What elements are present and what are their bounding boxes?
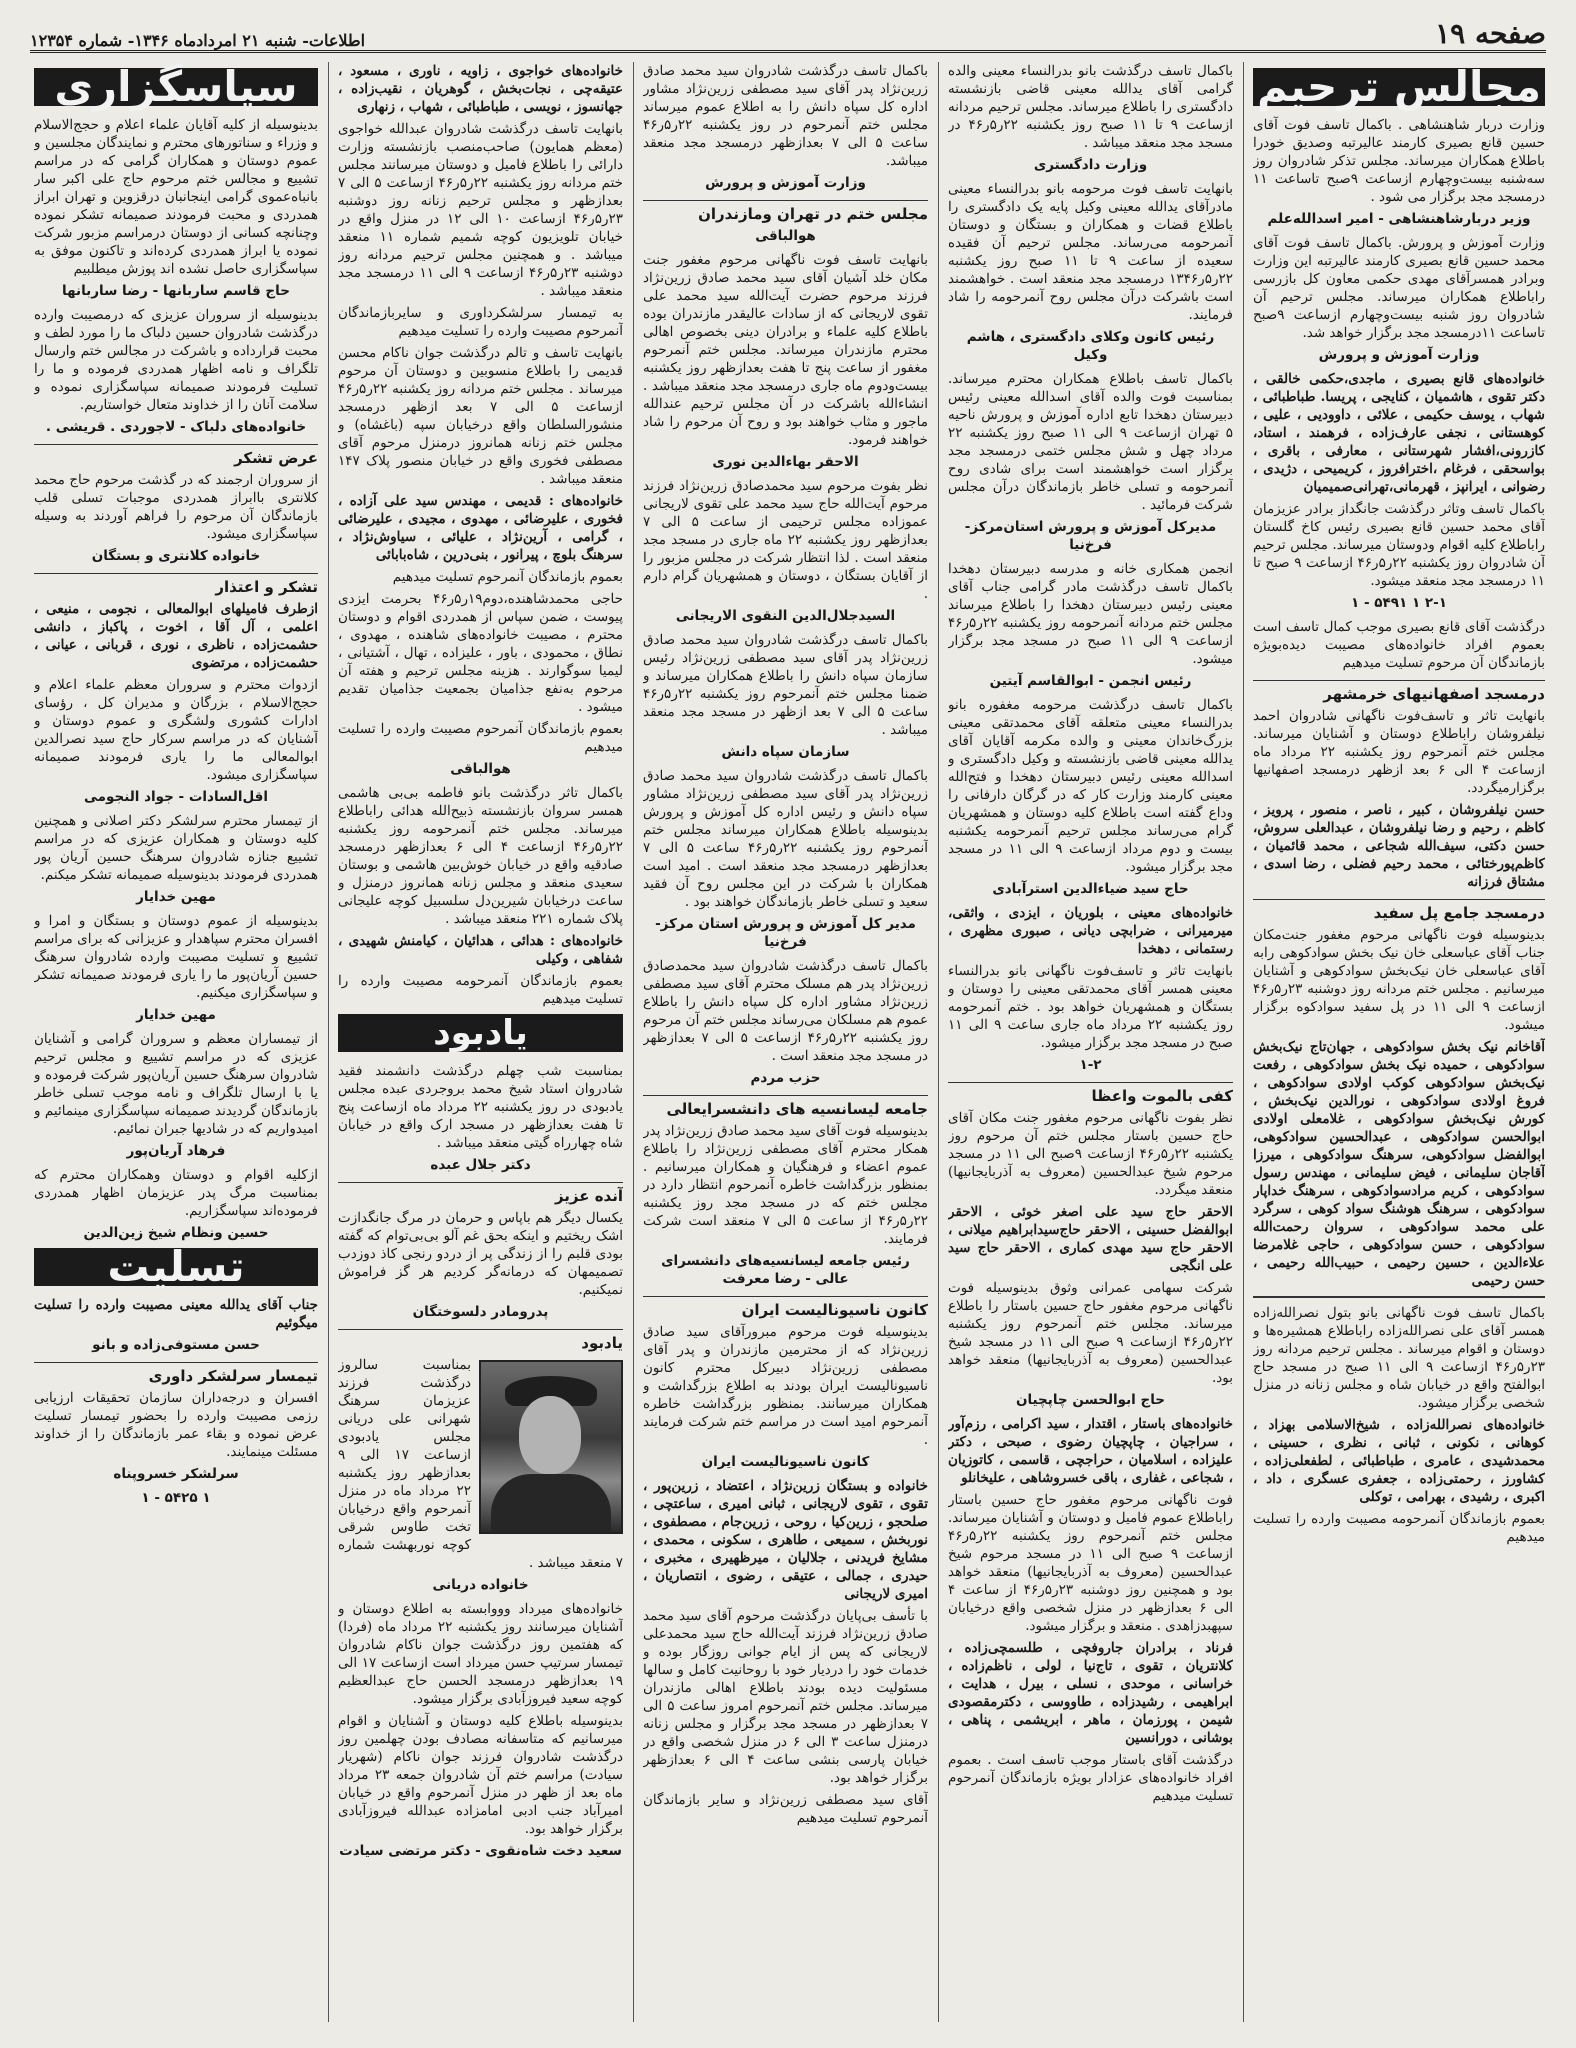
notice-text: بانهایت تاسف فوت مرحومه بانو بدرالنساء معینی مادرآقای یدالله معینی وکیل پایه یک دادگستری را باطلاع قضات و همکاران و بستگان و دوستان آنمرحومه می‌رساند. مجلس ترحیم آن فقیده سعیده از ساعت ۹ تا ۱۱ صبح روز یکشنبه ۲۲ر۵ر۱۳۴۶ درمسجد مجد منعقد است . خواهشمند است باشرکت درآن مجلس روح آنمرحومه را شاد فرمایند.: [948, 181, 1233, 323]
section-title: کانون ناسیونالیست ایران: [643, 1296, 928, 1319]
notice-text: بدینوسیله از عموم دوستان و بستگان و امرا و افسران محترم سپاهدار و عزیزانی که برای مراسم تشییع و تسلیت مصیبت وارده شادروان سرهنگ حسین آریان‌پور ما را یاری فرمودند صمیمانه تشکر و سپاسگزاری میکنیم.: [34, 913, 318, 1001]
notice-text: بانهایت تاسف و تالم درگذشت جوان ناکام محسن قدیمی را باطلاع منسوبین و دوستان آن مرحوم میرساند . مجلس ختم مردانه روز یکشنبه ۲۲ر۵ر۴۶ ازساعت ۵ الی ۷ بعد ازظهر درمسجد منشورالسلطان واقع درخیابان سپه (باغشاه) و مجلس ختم زنانه همانروز درمنزل مرحوم آقای مصطفی فخوری واقع در خیابان منصور پلاک ۱۴۷ منعقد میباشد .: [338, 345, 623, 487]
family-list: خانواده‌های خواجوی ، زاویه ، ناوری ، مسعود ، عتیقه‌چی ، نجات‌بخش ، گوهریان ، نقیب‌زاده ، جهانسوز ، نویسی ، طباطبائی ، شهاب ، زنهاری: [338, 63, 623, 115]
section-title: آنده عزیز: [338, 1182, 623, 1205]
signature: حاج ابوالحسن چاپچیان: [1015, 1392, 1166, 1408]
notice-text: بعموم بازماندگان آنمرحوم مصیبت وارده را تسلیت میدهیم: [338, 721, 623, 755]
notice-text: ازکلیه اقوام و دوستان وهمکاران محترم که بمناسبت مرگ پدر عزیزمان اظهار همدردی فرموده‌اند سپاسگزاریم.: [34, 1167, 318, 1219]
issue-info: اطلاعات- شنبه ۲۱ امردادماه ۱۳۴۶- شماره ۱۲۳۵۴: [30, 31, 366, 50]
section-banner-thanks: سپاسگزاری: [34, 68, 318, 106]
column-obituaries-4: [338, 62, 623, 2022]
signature: حاج قاسم ساربانها - رضا ساربانها: [62, 283, 290, 299]
column-divider: [1243, 62, 1244, 2022]
notice-text: بانهایت تاسف فوت ناگهانی مرحوم مغفور جنت مکان خلد آشیان آقای سید محمد صادق زرین‌نژاد فرزند مرحوم حضرت آیت‌الله سید محمد علی تقوی لاریجانی که از سادات عالیقدر مازندران بوده باطلاع کلیه علماء و برادران دینی بخصوص اهالی محترم مازندران میرساند. مجلس ختم آنمرحوم مغفور از ساعت پنج تا هفت بعدازظهر روز یکشنبه بیست‌ودوم ماه جاری درمسجد مجد منعقد میباشد . انشاءالله باشرکت در آن مجلس ترحیم عندالله ماجور و مثاب خواهند بود و روح آن مرحوم را شاد خواهند فرمود.: [643, 252, 928, 448]
section-title: مجلس ختم در تهران ومازندران: [643, 200, 928, 223]
signature: خانواده کلانتری و بستگان: [91, 548, 261, 564]
section-banner-mourning: مجالس ترحیم: [1253, 68, 1545, 106]
notice-text: از تیمسار محترم سرلشکر دکتر اصلانی و همچنین کلیه دوستان و همکاران عزیزی که در مراسم تشییع جنازه شادروان سرهنگ حسین آریان پور همدردی فرمودند بدینوسیله صمیمانه تشکر میکنم.: [34, 813, 318, 883]
signature: مدیر کل آموزش و پرورش استان مرکز- فرخ‌نیا: [655, 916, 916, 950]
signature: خانواده دریانی: [432, 1577, 529, 1593]
section-title: یادبود: [338, 1329, 623, 1352]
signature: اقل‌السادات - جواد النجومی: [83, 789, 268, 805]
signature: سعید دخت شاه‌نقوی - دکتر مرتضی سیادت: [339, 1843, 622, 1859]
notice-text: افسران و درجه‌داران سازمان تحقیقات ارزیابی رزمی مصیبت وارده را بحضور تیمسار تسلیت عرض نموده و بقاء عمر بازماندگان را از خداوند مسئلت مینمایند.: [34, 1390, 318, 1460]
portrait-photo: [479, 1360, 623, 1534]
signature: خانواده‌های دلباک - لاجوردی . قریشی .: [45, 419, 307, 435]
family-list: ازطرف فامیلهای ابوالمعالی ، نجومی ، منیعی ، اعلمی ، آل آقا ، اخوت ، پاکباز ، دانشی حشمت‌زاده ، ناظری ، نوری ، قربانی ، عیانی ، حشمت‌زاده ، مرتضوی: [34, 601, 318, 671]
notice-text: بدینوسیله فوت ناگهانی مرحوم مغفور جنت‌مکان جناب آقای عباسعلی خان نیک بخش سوادکوهی رابه آقای عباسعلی خان نیک‌بخش سوادکوهی و آشنایان میرسانیم . مجلس ختم مردانه روز دوشنبه ۲۳ر۵ر۴۶ ازساعت ۹ الی ۱۱ در پل سفید سوادکوه برگزار میشود.: [1253, 927, 1545, 1033]
column-obituaries-3: [643, 62, 928, 2022]
signature: پدرومادر دلسوختگان: [412, 1304, 549, 1320]
signature: وزارت دادگستری: [1033, 157, 1148, 173]
signature: السیدجلال‌الدین النقوی الاریجانی: [675, 608, 896, 624]
notice-text: فوت ناگهانی مرحوم مغفور حاج حسین باستار راباطلاع عموم فامیل و دوستان و آشنایان میرساند. مجلس ختم آنمرحوم روز یکشنبه ۲۲ر۵ر۴۶ ازساعت ۹ صبح الی ۱۱ در مسجد مرحوم شیخ عبدالحسین (معروف به آذربایجانیها) منعقد خواهد بود و همچنین روز دوشنبه ۲۳ر۵ر۴۶ از ساعت ۴ الی ۶ بعدازظهر در منزل شخصی واقع درخیابان سپهبدزاهدی . منعقد و برگزار میشود.: [948, 1492, 1233, 1634]
section-banner-memorial: یادبود: [338, 1014, 623, 1052]
notice-text: بدینوسیله فوت مرحوم مبرورآقای سید صادق زرین‌نژاد که از محترمین مازندران و پدر آقای مصطفی زرین‌نژاد دبیرکل محترم کانون ناسیونالیست ایران بودند به اطلاع بزرگداشت و همکاران میرسانند. بمنظور بزرگداشت خاطره آنمرحوم امید است در مراسم ختم شرکت فرمایند .: [643, 1324, 928, 1448]
signature: مدیرکل آموزش و پرورش استان‌مرکز- فرخ‌نیا: [964, 519, 1217, 553]
notice-text: خانواده‌های میرداد وووابسته به اطلاع دوستان و آشنایان میرسانند روز یکشنبه ۲۲ مرداد ماه (فردا) که هفتمین روز درگذشت جوان ناکام شادروان تیمسار سرتیپ حسن میرداد است ازساعت ۱۷ الی ۱۹ بعدازظهر درمسجد الحسن حاج عبدالعظیم کوچه سعید فیروزآبادی برگزار میشود.: [338, 1601, 623, 1707]
signature: فرهاد آریان‌پور: [126, 1143, 226, 1159]
column-obituaries-2: [948, 62, 1233, 2022]
signature: حزب مردم: [750, 1070, 821, 1086]
notice-text: باکمال تاسف درگذشت شادروان سید محمدصادق زرین‌نژاد پدر هم مسلک محترم آقای سید مصطفی زرین‌نژاد مشاور اداره کل سپاه دانش را باطلاع عموم هم مسلکان می‌رساند مجلس ختم آن مرحوم روز یکشنبه ۲۲ر۵ر۴۶ ازساعت ۵ الی ۷ بعدازظهر در مسجد مجد منعقد است .: [643, 958, 928, 1064]
section-title: تشکر و اعتذار: [34, 573, 318, 596]
notice-text: با تأسف بی‌پایان درگذشت مرحوم آقای سید محمد صادق زرین‌نژاد فرزند آیت‌الله حاج سید محمدعلی لاریجانی که پس از ایام جوانی روزگار بوده و خدمات خود را دردیار خود با روحانیت کامل و سالها مسئولیت دیده بودند باطلاع اهالی مازندران میرساند. مجلس ختم آنمرحوم امروز ساعت ۵ الی ۷ بعدازظهر در مسجد مجد برگزار و مجلس زنانه درمنزل ساعت ۳ الی ۶ در منزل شخصی واقع در خیابان پارسی بنشی ساعت ۴ الی ۶ بعدازظهر برگزار خواهد بود.: [643, 1608, 928, 1786]
notice-text: بانهایت تاثر و تاسف‌فوت ناگهانی بانو بدرالنساء معینی همسر آقای محمدتقی معینی را دوستان و بستگان و همشهریان خواهد بود . ختم آنمرحومه روز یکشنبه ۲۲ مرداد ماه جاری ساعت ۹ الی ۱۱ صبح در مسجد مجد برگزار میشود.: [948, 963, 1233, 1051]
invocation: هوالباقی: [755, 228, 816, 244]
signature: الاحقر بهاءالدین نوری: [712, 454, 859, 470]
photo-coat-shape: [491, 1474, 611, 1532]
column-divider: [633, 62, 634, 2022]
family-list: خانواده‌های : قدیمی ، مهندس سید علی آزاده ، فخوری ، علیرضائی ، مهدوی ، مجیدی ، علیرضائی ، گرامی ، آرین‌نژاد ، علیائی ، سیاوش‌نژاد ، سرهنگ بلوچ ، پیرانور ، بنی‌درین ، شاه‌بابائی: [338, 493, 623, 563]
signature: سازمان سپاه دانش: [721, 744, 850, 760]
notice-text: آقای سید مصطفی زرین‌نژاد و سایر بازماندگان آنمرحوم تسلیت میدهیم: [643, 1792, 928, 1826]
notice-text: حاجی محمدشاهنده،دوم‌۱۹ر۵ر۴۶ بحرمت ایزدی پیوست ، ضمن سپاس از همدردی اقوام و دوستان محترم ، مصیبت خانواده‌های شاهنده ، مهدوی ، نطاق ، محمودی ، باور ، علیزاده ، تهال ، آشتیانی ، لیمیا سوگوارند . هزینه مجلس ترحیم و هفته آن مرحوم به‌نفع جذامیان بجمعیت جذامیان تقدیم میشود .: [338, 591, 623, 715]
signature: وزارت آموزش و پرورش: [1318, 347, 1480, 363]
divider: [1253, 1296, 1545, 1298]
column-divider: [938, 62, 939, 2022]
section-title: درمسجد جامع پل سفید: [1253, 899, 1545, 922]
section-title: عرض تشکر: [34, 444, 318, 467]
signature: کانون ناسیونالیست ایران: [701, 1454, 870, 1470]
notice-text: بعموم بازماندگان آنمرحومه مصیبت وارده را تسلیت میدهیم: [1253, 1511, 1545, 1545]
notice-text: باکمال تاسف درگذشت شادروان سید محمد صادق زرین‌نژاد پدر آقای سید مصطفی زرین‌نژاد مشاور سپاه دانش و رئیس اداره کل آموزش و پرورش بدینوسیله باطلاع همکاران میرساند مجلس ختم آنمرحوم روز یکشنبه ۲۲ر۵ر۴۶ ساعت ۵ الی ۷ بعدازظهر درمسجد مجد منعقد است . امید است همکاران با شرکت در این مجلس روح آن فقید سعید و تسلی خاطر بازماندگان خواهند بود .: [643, 768, 928, 910]
notice-text: باکمال تاسف باطلاع همکاران محترم میرساند. بمناسبت فوت والده آقای اسدالله معینی رئیس دبیرستان دهخدا تابع اداره آموزش و پرورش ناحیه ۵ تهران ازساعت ۹ الی ۱۱ صبح روز یکشنبه ۲۲ مرداد چهل و شش مجلس ختمی درمسجد مجد برگزار است خواهشمند است برای شادی روح آنمرحومه و تسلی خاطر بازماندگان درآن مجلس شرکت فرمائید .: [948, 371, 1233, 513]
notice-text: بدینوسیله فوت آقای سید محمد صادق زرین‌نژاد پدر همکار محترم آقای مصطفی زرین‌نژاد را باطلاع عموم اعضاء و فرهنگیان و همکاران میرسانیم . بمنظور بزرگداشت خاطره آنمرحوم انتظار دارد در مجلس ختم که در مسجد مجد روز یکشنبه ۲۲ر۵ر۴۶ از ساعت ۵ الی ۷ منعقد است شرکت فرمایند.: [643, 1123, 928, 1247]
section-banner-condolence: تسلیت: [34, 1248, 318, 1286]
signature: رئیس انجمن - ابوالقاسم آیتین: [989, 673, 1192, 689]
notice-text: باکمال تاسف درگذشت مرحومه مغفوره بانو بدرالنساء معینی متعلقه آقای محمدتقی معینی بزرگ‌خاندان معینی و والده مکرمه آقایان آقای یدالله معینی قاضی بازنشسته و وکیل دادگستری و اسدالله معینی رئیس دبیرستان دهخدا و فتح‌الله معینی کارمند وزارت کار که در گرگان دارفانی را وداع گفته است باطلاع کلیه دوستان و همشهریان گرام می‌رساند مجلس ترحیم آنمرحومه یکشنبه بیست و دوم مرداد ازساعت ۹ الی ۱۱ در مسجد مجد برگزار میشود.: [948, 697, 1233, 875]
column-thanks: [34, 62, 318, 2022]
notice-text: بدینوسیله از سروران عزیزی که درمصیبت وارده درگذشت شادروان حسین دلباک ما را مورد لطف و محبت قرارداده و باشرکت در مجالس ختم وارسال تلگراف و نامه اظهار همدردی فرموده و ما را تسلیت فرمودند صمیمانه سپاسگزاری نموده و سلامت آنان را از خداوند متعال خواستاریم.: [34, 307, 318, 413]
notice-text: یکسال دیگر هم باپاس و حرمان در مرگ جانگدازت اشک ریختیم و اینکه بحق غم آلو بی‌بی‌توام که گفته بودی قلبم را از زندگی پر از دردو رنجی کاذ دوزدب تصمیمهان که درمانه‌گر کردیم هر گز فراموش نمیکنیم.: [338, 1210, 623, 1298]
reference-number: ۱-۲: [1079, 1057, 1102, 1073]
column-divider: [328, 62, 329, 2022]
newspaper-header: [30, 14, 1546, 53]
signature: حسن مستوفی‌زاده و بانو: [92, 1337, 260, 1353]
notice-text: باکمال تاثر درگذشت بانو فاطمه بی‌بی هاشمی همسر سروان بازنشسته ذبیح‌الله هدائی راباطلاع میرساند. مجلس ختم آنمرحومه روز یکشنبه ۲۲ر۵ر۴۶ ازساعت ۴ الی ۶ بعدازظهر درمسجد صادقیه واقع در خیابان خوش‌بین هاشمی و بوستان سعیدی منعقد و مجلس زنانه همانروز درمنزل و ساعت درخیابان شیرین‌دل سلسبیل کوچه علیجانی پلاک شماره ۲۲۱ منعقد میباشد .: [338, 785, 623, 927]
photo-face-shape: [519, 1396, 581, 1474]
notice-text: نظر بفوت ناگهانی مرحوم مغفور جنت مکان آقای حاج حسین باستار مجلس ختم آن مرحوم روز یکشنبه ۲۲ر۵ر۴۶ ازساعت ۹صبح الی ۱۱ در مسجد مرحوم شیخ عبدالحسین (معروف به آذربایجانیها) منعقد میگردد.: [948, 1110, 1233, 1198]
notice-text: درگذشت آقای باستار موجب تاسف است . بعموم افراد خانواده‌های عزادار بویژه بازماندگان آنمرحوم تسلیت میدهیم: [948, 1752, 1233, 1804]
page-number: صفحه ۱۹: [1435, 17, 1546, 50]
notice-text: بعموم بازماندگان آنمرحوم تسلیت میدهیم: [392, 569, 623, 585]
notice-text: نظر بفوت مرحوم سید محمدصادق زرین‌نژاد فرزند مرحوم آیت‌الله حاج سید محمد علی تقوی لاریجانی عموزاده مجلس ترحیمی از ساعت ۵ الی ۷ بعدازظهر روز یکشنبه ۲۲ ماه جاری در مسجد مجد منعقد است . لذا انتظار شرکت در مجلس مزبور را از آقایان بستگان ، دوستان و همشهریان گرام دارم .: [643, 478, 928, 602]
notice-text: بدینوسیله باطلاع کلیه دوستان و آشنایان و اقوام میرسانیم که متاسفانه مصادف بودن چهلمین روز درگذشت شادروان فرزند جوان ناکام (شهریار سیادت) مراسم ختم آن شادروان جمعه ۲۳ مرداد ماه بعد از ظهر در منزل آنمرحوم واقع در خیابان امیرآباد جنب ادبی امامزاده عبدالله فیروزآبادی برگزار خواهد بود.: [338, 1713, 623, 1837]
notice-text: باکمال تاسف درگذشت شادروان سید محمد صادق زرین‌نژاد پدر آقای سید مصطفی زرین‌نژاد مشاور اداره کل سپاه دانش را به اطلاع عموم میرساند مجلس ختم آنمرحوم در روز یکشنبه ۲۲ر۵ر۴۶ ساعت ۵ الی ۷ بعدازظهر درمسجد مجد منعقد میباشد.: [643, 63, 928, 169]
signature: رئیس کانون وکلای دادگستری ، هاشم وکیل: [966, 329, 1215, 363]
family-list: خانواده‌های باستار ، اقتدار ، سید اکرامی ، رزم‌آور ، سراجیان ، چاپچیان رضوی ، صبحی ، دکتر علیزاده ، اسلامیان ، حراجچی ، قاسمی ، کاتوزیان ، شجاعی ، غفاری ، باقی خسروشاهی ، علیخانلو: [948, 1416, 1233, 1486]
notice-text: بانهایت تاسف درگذشت شادروان عبدالله خواجوی (معظم همایون) صاحب‌منصب بازنشسته وزارت دارائی را باطلاع فامیل و دوستان میرسانند مجلس ختم مردانه روز یکشنبه ۲۲ر۵ر۴۶ ازساعت ۵ الی ۷ بعدازظهر و مجلس ترحیم زنانه روز دوشنبه ۲۳ر۵ر۴۶ ازساعت ۱۰ الی ۱۲ در منزل واقع در خیابان تلویزیون کوچه شمیم شماره ۱۱ منعقد میباشد . و همچنین مجلس ترحیم مردانه روز دوشنبه ۲۳ر۵ر۴۶ ازساعت ۹ الی ۱۱ درمسجد مجد منعقد میباشد .: [338, 121, 623, 299]
family-list: خانواده و بستگان زرین‌نژاد ، اعتضاد ، زرین‌پور ، تقوی ، تقوی لاریجانی ، ثبانی امیری ، ساعتچی ، صلحجو ، زرین‌کیا ، روحی ، زرین‌جام ، مصطفوی ، نوربخش ، سمیعی ، طاهری ، سکونی ، محمدی ، مشایخ فریدنی ، جلالیان ، میرظهیری ، مخبری ، حیدری ، جمالی ، عتیقی ، رضوی ، انتصاریان ، امیری لاریجانی: [643, 1478, 928, 1602]
notice-text: جناب آقای یدالله معینی مصیبت وارده را تسلیت میگوئیم: [34, 1297, 318, 1331]
signature: حسین ونظام شیخ زین‌الدین: [83, 1225, 269, 1241]
signature: مهین خدایار: [136, 889, 216, 905]
notice-text: ازدوات محترم و سروران معظم علماء اعلام و حجج‌الاسلام ، بزرگان و مدیران کل ، رؤسای ادارات کشوری ولشگری و عموم دوستان و آشنایان که در مراسم سرکار حاج سید نصرالدین ابوالمعالی ما را یاری فرمودند صمیمانه سپاسگزاری میشود.: [34, 677, 318, 783]
signature: دکتر جلال عبده: [430, 1157, 531, 1173]
notice-text: وزارت آموزش و پرورش. باکمال تاسف فوت آقای محمد حسین قانع بصیری کارمند عالیرتبه این وزارت وبرادر همسرآقای مهدی حکمی معاون کل بازرسی راباطلاع همکاران میرساند. مجلس ترحیم آن شادروان روز شنبه بیست‌وچهارم ازساعت ۹صبح تاساعت ۱۱درمسجد مجد برگزار خواهد شد.: [1253, 235, 1545, 341]
section-title: درمسجد اصفهانیهای خرمشهر: [1253, 680, 1545, 703]
notice-text: بمناسبت سالروز درگذشت فرزند عزیزمان سرهنگ شهرانی علی دریانی مجلس یادبودی ازساعت ۱۷ الی ۹ بعدازظهر روز یکشنبه ۲۲ مرداد ماه در منزل آنمرحوم واقع درخیابان تخت طاوس شرقی کوچه نوربهشت شماره ۷ منعقد میباشد .: [338, 1357, 623, 1571]
signature: رئیس جامعه لیسانسیه‌های دانشسرای عالی - رضا معرفت: [661, 1253, 910, 1287]
section-title: جامعه لیسانسیه های دانشسرایعالی: [643, 1095, 928, 1118]
notice-text: باکمال تاسف فوت ناگهانی بانو بتول نصرالله‌زاده همسر آقای علی نصرالله‌زاده راباطلاع همشیره‌ها و دوستان و اقوام میرساند . مجلس ترحیم مردانه روز ۲۳ر۵ر۴۶ ازساعت ۹ الی ۱۱ صبح در مسجد حاج ابوالفتح واقع در خیابان شاه و مجلس زنانه در منزل شخصی برگزار میشود.: [1253, 1305, 1545, 1411]
notice-text: درگذشت آقای قانع بصیری موجب کمال تاسف است بعموم افراد خانواده‌های مصیبت دیده‌بویژه بازماندگان آن مرحوم تسلیت میدهیم: [1253, 619, 1545, 671]
signature: سرلشکر خسروپناه: [113, 1466, 239, 1482]
family-list: حسن نیلفروشان ، کبیر ، ناصر ، منصور ، پرویز ، کاظم ، رحیم و رضا نیلفروشان ، عبدالعلی سروش، حسن دکتی، سیف‌الله شجاعی ، محمد قائمیان ، کاظم‌پورختائی ، محمد رحیم فضلی ، رضا اسدی ، مشتاق فرزانه: [1253, 802, 1545, 890]
notice-text: باکمال تاسف درگذشت شادروان سید محمد صادق زرین‌نژاد پدر آقای سید مصطفی زرین‌نژاد رئیس سازمان سپاه دانش را باطلاع همکاران میرساند و ضمنا مجلس ختم آنمرحوم روز یکشنبه ۲۲ر۵ر۴۶ ساعت ۵ الی ۷ بعد ازظهر در مسجد مجد منعقد میباشد .: [643, 632, 928, 738]
notice-text: وزارت دربار شاهنشاهی . باکمال تاسف فوت آقای حسین قانع بصیری کارمند عالیرتبه وصدیق خودرا باطلاع همکاران میرساند. مجلس تذکر شادروان روز سه‌شنبه بیست‌وچهارم ازساعت ۹صبح تاساعت ۱۱ درمسجد مجد برگزار می شود .: [1253, 117, 1545, 205]
notice-text: بانهایت تاثر و تاسف‌فوت ناگهانی شادروان احمد نیلفروشان راباطلاع دوستان و آشنایان میرساند. مجلس ختم آنمرحوم روز یکشنبه ۲۲ مرداد ماه ازساعت ۴ الی ۶ بعد ازظهر درمسجد اصفهانیها برگزارمیگردد.: [1253, 708, 1545, 796]
invocation: هوالباقی: [450, 761, 511, 777]
notice-text: از سروران ارجمند که در گذشت مرحوم حاج محمد کلانتری باابراز همدردی موجبات تسلی قلب بازماندگان آن مرحوم را فراهم آوردند به وسیله سپاسگزاری میشود.: [34, 472, 318, 542]
section-title: کفی بالموت واعظا: [948, 1082, 1233, 1105]
notice-text: بمناسبت شب چهلم درگذشت دانشمند فقید شادروان استاد شیخ محمد بروجردی عبده مجلس یادبودی در روز یکشنبه ۲۲ مرداد ماه ازساعت پنج تا هفت بعدازظهر در مسجد ارک واقع در خیابان شاه چهارراه گیتی منعقد میباشد .: [338, 1063, 623, 1151]
signature: وزارت آموزش و پرورش: [705, 175, 866, 191]
column-obituaries-1: [1253, 62, 1545, 2022]
section-title: تیمسار سرلشکر داوری: [34, 1362, 318, 1385]
signature-list: الاحقر حاج سید علی اصغر خوئی ، الاحقر ابوالفضل حسینی ، الاحقر حاج‌سیدابراهیم میلانی ، الاحقر حاج سید مهدی کماری ، الاحقر حاج سید علی انگجی: [948, 1204, 1233, 1274]
notice-text: از تیمساران معظم و سروران گرامی و آشنایان عزیزی که در مراسم تشییع و مجلس ترحیم شادروان سرهنگ حسین آریان‌پور شرکت فرموده و یا با ارسال تلگراف و نامه موجب تسلی خاطر بازماندگان گردیدند صمیمانه سپاسگزاری مینمائیم و امیدواریم که در شادیها جبران نمائیم.: [34, 1031, 318, 1137]
family-list: آقاخانم نیک بخش سوادکوهی ، جهان‌تاج نیک‌بخش سوادکوهی ، حمیده نیک بخش سوادکوهی ، رفعت نیک‌بخش سوادکوهی کوکب اولادی سوادکوهی ، فروغ اولادی سوادکوهی ، نورالدین نیک‌بخش ، کورش نیک‌بخش سوادکوهی ، غلامعلی اولادی ابوالحسن سوادکوهی ، عبدالحسین سوادکوهی، ابوالفضل سوادکوهی، سرهنگ سوادکوهی ، میرزا آقاجان سلیمانی ، فیض سلیمانی ، مهندس رسول سوادکوهی ، کریم مرادسوادکوهی ، سرهنگ خداپار سوادکوهی ، سرهنگ هوشنگ سواد کوهی ، سرگرد علی محمد سوادکوهی ، سروان رحمت‌الله سوادکوهی ، حسن سوادکوهی ، حاجی غلامرضا علاءالدین ، حسین رحیمی ، حبیب‌الله رحیمی ، حسن رحیمی: [1253, 1039, 1545, 1289]
notice-text: بعموم بازماندگان آنمرحومه مصیبت وارده را تسلیت میدهیم: [338, 973, 623, 1007]
notice-text: شرکت سهامی عمرانی وثوق بدینوسیله فوت ناگهانی مرحوم مغفور حاج حسین باستار را باطلاع میرساند. مجلس ختم آنمرحوم روز یکشنبه ۲۲ر۵ر۴۶ ازساعت ۹ صبح الی ۱۱ در مسجد شیخ عبدالحسین (معروف به آذربایجانیها) منعقد خواهد بود.: [948, 1280, 1233, 1386]
family-list: خانواده‌های قانع بصیری ، ماجدی،حکمی خالقی ، دکتر تقوی ، هاشمیان ، کنایجی ، پریسا. طباطبائی ، شهاب ، یوسف حکیمی ، علائی ، داوودیی ، علیی ، کوهستانی ، نجفی عارف‌زاده ، فرهمند ، استاد، کازرونی،افشار شهرستانی ، معارفی ، باقری ، بواسحقی ، فرغام ،اخترافروز ، کریمیحی ، دژیدی ، رضوانی ، ایرانپز ، قهرمانی،تهرانی‌صمیمیان: [1253, 371, 1545, 495]
reference-number: ۲-۱ ۱ ۵۴۹۱ - ۱: [1351, 595, 1447, 611]
family-list: خانواده‌های معینی ، بلوریان ، ایزدی ، واثقی، میرمیرانی ، ضرابچی دیانی ، صبوری مظهری ، رستمانی ، دهخدا: [948, 905, 1233, 957]
signature: حاج سید ضیاءالدین استرآبادی: [992, 881, 1189, 897]
notice-text: انجمن همکاری خانه و مدرسه دبیرستان دهخدا باکمال تاسف درگذشت مادر گرامی جناب آقای معینی رئیس دبیرستان دهخدا را باطلاع میرساند مجلس ختم مردانه آنمرحومه روز یکشنبه ۲۲ر۵ر۴۶ ازساعت ۹ الی ۱۱ صبح در مسجد مجد برگزار میشود.: [948, 561, 1233, 667]
signature: وزیر دربارشاهنشاهی - امیر اسدالله‌علم: [1267, 211, 1531, 227]
notice-text: بدینوسیله از کلیه آقایان علماء اعلام و حجج‌الاسلام و وزراء و سناتورهای محترم و نمایندگان مجلسین و عموم دوستان و همکاران گرامی که در مراسم تشییع و مجالس ختم مرحوم حاج علی اکبر سار بانباه‌عموی گرامی اینجانبان درقزوین و تهران ابراز همدردی و محبت فرمودند صمیمانه تشکر نموده وچنانچه کسانی از دوستان درمراسم مزبور شرکت نموده یا ابراز همدردی کرده‌اند و تاکنون موفق به سپاسگزاری حاصل نشده اند پوزش میطلبیم: [34, 117, 318, 277]
notice-text: به تیمسار سرلشکرداوری و سایربازماندگان آنمرحوم مصیبت وارده را تسلیت میدهیم: [338, 305, 623, 339]
signature: مهین خدایار: [136, 1007, 216, 1023]
notice-text: باکمال تاسف درگذشت بانو بدرالنساء معینی والده گرامی آقای یدالله معینی قاضی بازنشسته دادگستری را باطلاع میرساند. مجلس ترحیم مردانه ازساعت ۹ تا ۱۱ صبح روز یکشنبه ۲۲ر۵ر۴۶ در مسجد مجد منعقد میباشد .: [948, 63, 1233, 151]
notice-text: باکمال تاسف وتاثر درگذشت جانگداز برادر عزیزمان آقای محمد حسین قانع بصیری رئیس کاخ گلستان راباطلاع کلیه اقوام ودوستان میرساند. مجلس ترحیم آن شادروان روز یکشنبه ۲۲ر۵ر۴۶ ازساعت ۹ صبح تا ۱۱ درمسجد مجد منعقد میشود.: [1253, 501, 1545, 589]
reference-number: ۱ ۵۴۲۵ - ۱: [141, 1490, 211, 1506]
family-list: فرناد ، برادران جاروفچی ، طلسمچی‌زاده ، کلانتریان ، تقوی ، تاج‌نیا ، لولی ، ناظم‌زاده ، خراسانی ، موحدی ، نسلی ، بیرل ، هدایت ، ابراهیمی ، رشیدزاده ، طاووسی ، دکترمقصودی شیمن ، پورزمان ، ماهر ، ابریشمی ، پناهی ، بوشانی ، دورانسین: [948, 1640, 1233, 1746]
family-list: خانواده‌های نصرالله‌زاده ، شیخ‌الاسلامی بهزاد ، کوهانی ، نکونی ، ثبانی ، نظری ، حسینی ، محمدشیدی ، عامری ، طباطبائی ، لطفعلی‌زاده ، کشاورز ، رحمتی‌زاده ، جعفری عسگری ، داد ، اکبری ، رشیدی ، بهرامی ، توکلی: [1253, 1417, 1545, 1505]
family-list: خانواده‌های : هدائی ، هدائیان ، کیامنش شهیدی ، شفاهی ، وکیلی: [338, 933, 623, 967]
